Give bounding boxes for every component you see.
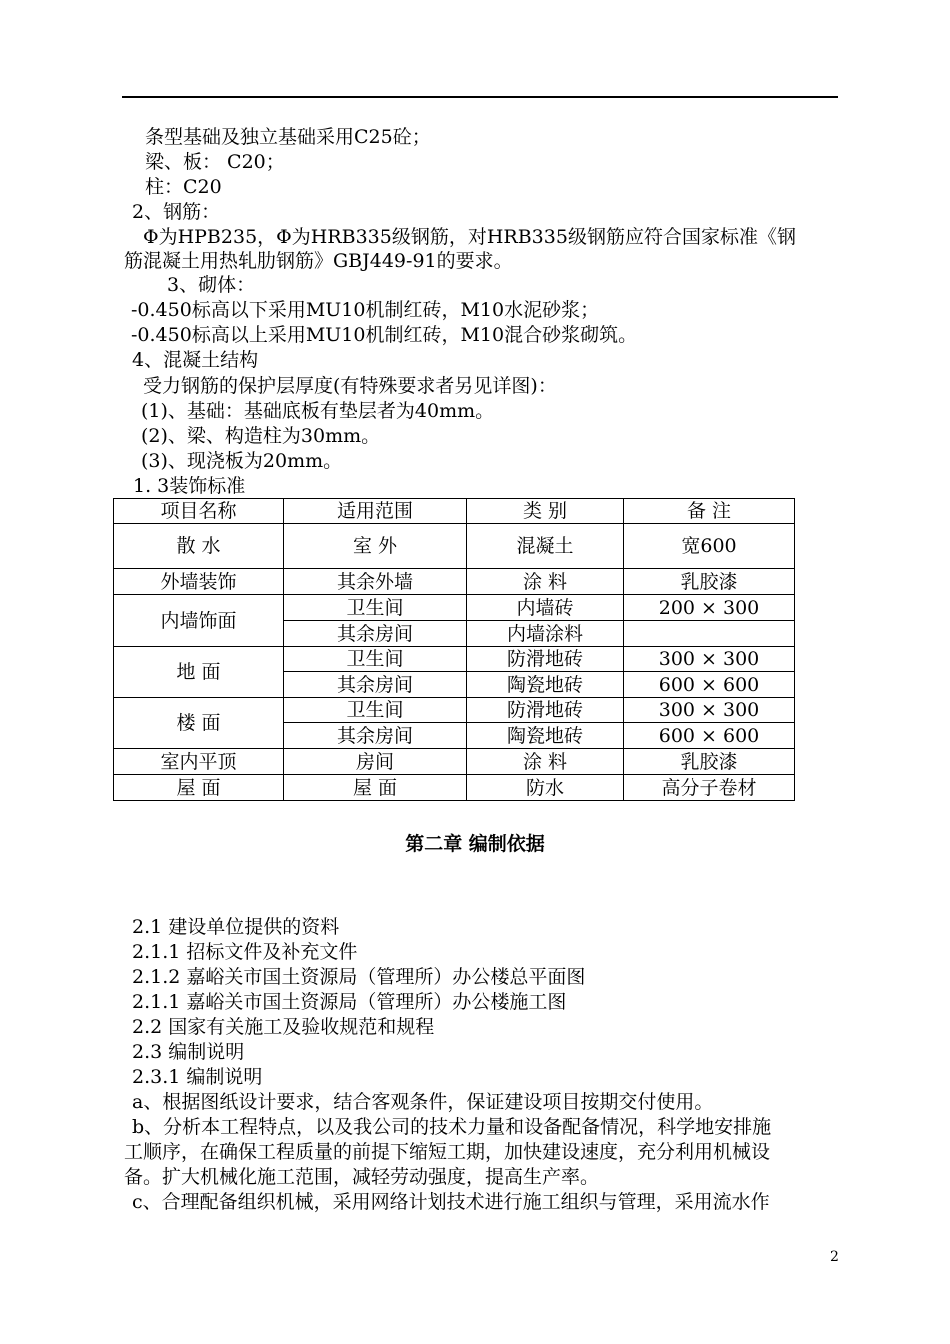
rebar-heading: 2、钢筋：: [132, 201, 221, 223]
note-cell: 高分子卷材: [624, 775, 795, 801]
table-row: [114, 524, 795, 569]
note-cell: 300 × 300: [624, 698, 795, 723]
type-cell: 防滑地砖: [467, 647, 624, 672]
item-cell: 外墙装饰: [114, 569, 284, 595]
type-cell: 内墙砖: [467, 595, 624, 621]
rebar-line-2: 筋混凝土用热轧肋钢筋》GBJ449-91的要求。: [124, 250, 513, 272]
scope-cell: 其余房间: [284, 723, 467, 749]
list-item: 2.3.1 编制说明: [132, 1066, 263, 1088]
concrete-beam-line: 梁、板： C20；: [145, 151, 285, 173]
cover-item-2: (2)、梁、构造柱为30mm。: [141, 425, 381, 447]
note-cell: [624, 621, 795, 647]
scope-cell: 卫生间: [284, 698, 467, 723]
note-cell: 600 × 600: [624, 723, 795, 749]
rebar-line-1: Φ为HPB235，Φ为HRB335级钢筋，对HRB335级钢筋应符合国家标准《钢: [143, 226, 796, 248]
type-cell: 内墙涂料: [467, 621, 624, 647]
type-cell: 陶瓷地砖: [467, 723, 624, 749]
decoration-table: [113, 498, 795, 801]
type-cell: 陶瓷地砖: [467, 672, 624, 698]
list-item: 工顺序，在确保工程质量的前提下缩短工期，加快建设速度，充分利用机械设: [124, 1141, 771, 1163]
type-cell: 涂 料: [467, 749, 624, 775]
type-cell: 涂 料: [467, 569, 624, 595]
note-cell: 200 × 300: [624, 595, 795, 621]
structure-heading: 4、混凝土结构: [132, 349, 259, 371]
masonry-above-line: -0.450标高以上采用MU10机制红砖，M10混合砂浆砌筑。: [131, 324, 638, 346]
table-row: [114, 749, 795, 775]
table-row: [114, 569, 795, 595]
type-cell: 防滑地砖: [467, 698, 624, 723]
scope-cell: 其余房间: [284, 621, 467, 647]
scope-cell: 室 外: [284, 524, 467, 569]
item-cell: 屋 面: [114, 775, 284, 801]
table-row: [114, 647, 795, 672]
list-item: 2.1 建设单位提供的资料: [132, 916, 340, 938]
scope-cell: 其余外墙: [284, 569, 467, 595]
page-number: 2: [830, 1249, 839, 1265]
table-row: [114, 698, 795, 723]
table-header-row: [114, 499, 795, 524]
table-row: [114, 595, 795, 621]
list-item: a、根据图纸设计要求，结合客观条件，保证建设项目按期交付使用。: [132, 1091, 714, 1113]
list-item: 2.2 国家有关施工及验收规范和规程: [132, 1016, 435, 1038]
list-item: 2.1.2 嘉峪关市国土资源局（管理所）办公楼总平面图: [132, 966, 586, 988]
scope-cell: 卫生间: [284, 647, 467, 672]
list-item: 2.1.1 嘉峪关市国土资源局（管理所）办公楼施工图: [132, 991, 567, 1013]
list-item: 2.1.1 招标文件及补充文件: [132, 941, 358, 963]
scope-cell: 卫生间: [284, 595, 467, 621]
item-cell: 楼 面: [114, 698, 284, 749]
masonry-below-line: -0.450标高以下采用MU10机制红砖，M10水泥砂浆；: [131, 299, 600, 321]
item-cell: 室内平顶: [114, 749, 284, 775]
header-item: 项目名称: [114, 499, 284, 524]
scope-cell: 屋 面: [284, 775, 467, 801]
concrete-column-line: 柱：C20: [145, 176, 222, 198]
item-cell: 内墙饰面: [114, 595, 284, 647]
note-cell: 乳胶漆: [624, 569, 795, 595]
header-rule: [122, 96, 838, 98]
item-cell: 地 面: [114, 647, 284, 698]
scope-cell: 其余房间: [284, 672, 467, 698]
note-cell: 300 × 300: [624, 647, 795, 672]
concrete-foundation-line: 条型基础及独立基础采用C25砼；: [145, 126, 431, 148]
header-type: 类 别: [467, 499, 624, 524]
note-cell: 600 × 600: [624, 672, 795, 698]
header-note: 备 注: [624, 499, 795, 524]
list-item: c、合理配备组织机械，采用网络计划技术进行施工组织与管理，采用流水作: [132, 1191, 770, 1213]
list-item: 备。扩大机械化施工范围，减轻劳动强度，提高生产率。: [124, 1166, 600, 1188]
list-item: b、分析本工程特点，以及我公司的技术力量和设备配备情况，科学地安排施: [132, 1116, 772, 1138]
cover-item-3: (3)、现浇板为20mm。: [141, 450, 343, 472]
type-cell: 混凝土: [467, 524, 624, 569]
cover-item-1: (1)、基础：基础底板有垫层者为40mm。: [141, 400, 495, 422]
cover-intro: 受力钢筋的保护层厚度(有特殊要求者另见详图)：: [143, 375, 557, 397]
decoration-heading: 1. 3装饰标准: [133, 475, 246, 497]
item-cell: 散 水: [114, 524, 284, 569]
note-cell: 乳胶漆: [624, 749, 795, 775]
masonry-heading: 3、砌体：: [167, 274, 256, 296]
list-item: 2.3 编制说明: [132, 1041, 245, 1063]
scope-cell: 房间: [284, 749, 467, 775]
type-cell: 防水: [467, 775, 624, 801]
table-row: [114, 775, 795, 801]
chapter-title: 第二章 编制依据: [405, 833, 545, 855]
note-cell: 宽600: [624, 524, 795, 569]
header-scope: 适用范围: [284, 499, 467, 524]
